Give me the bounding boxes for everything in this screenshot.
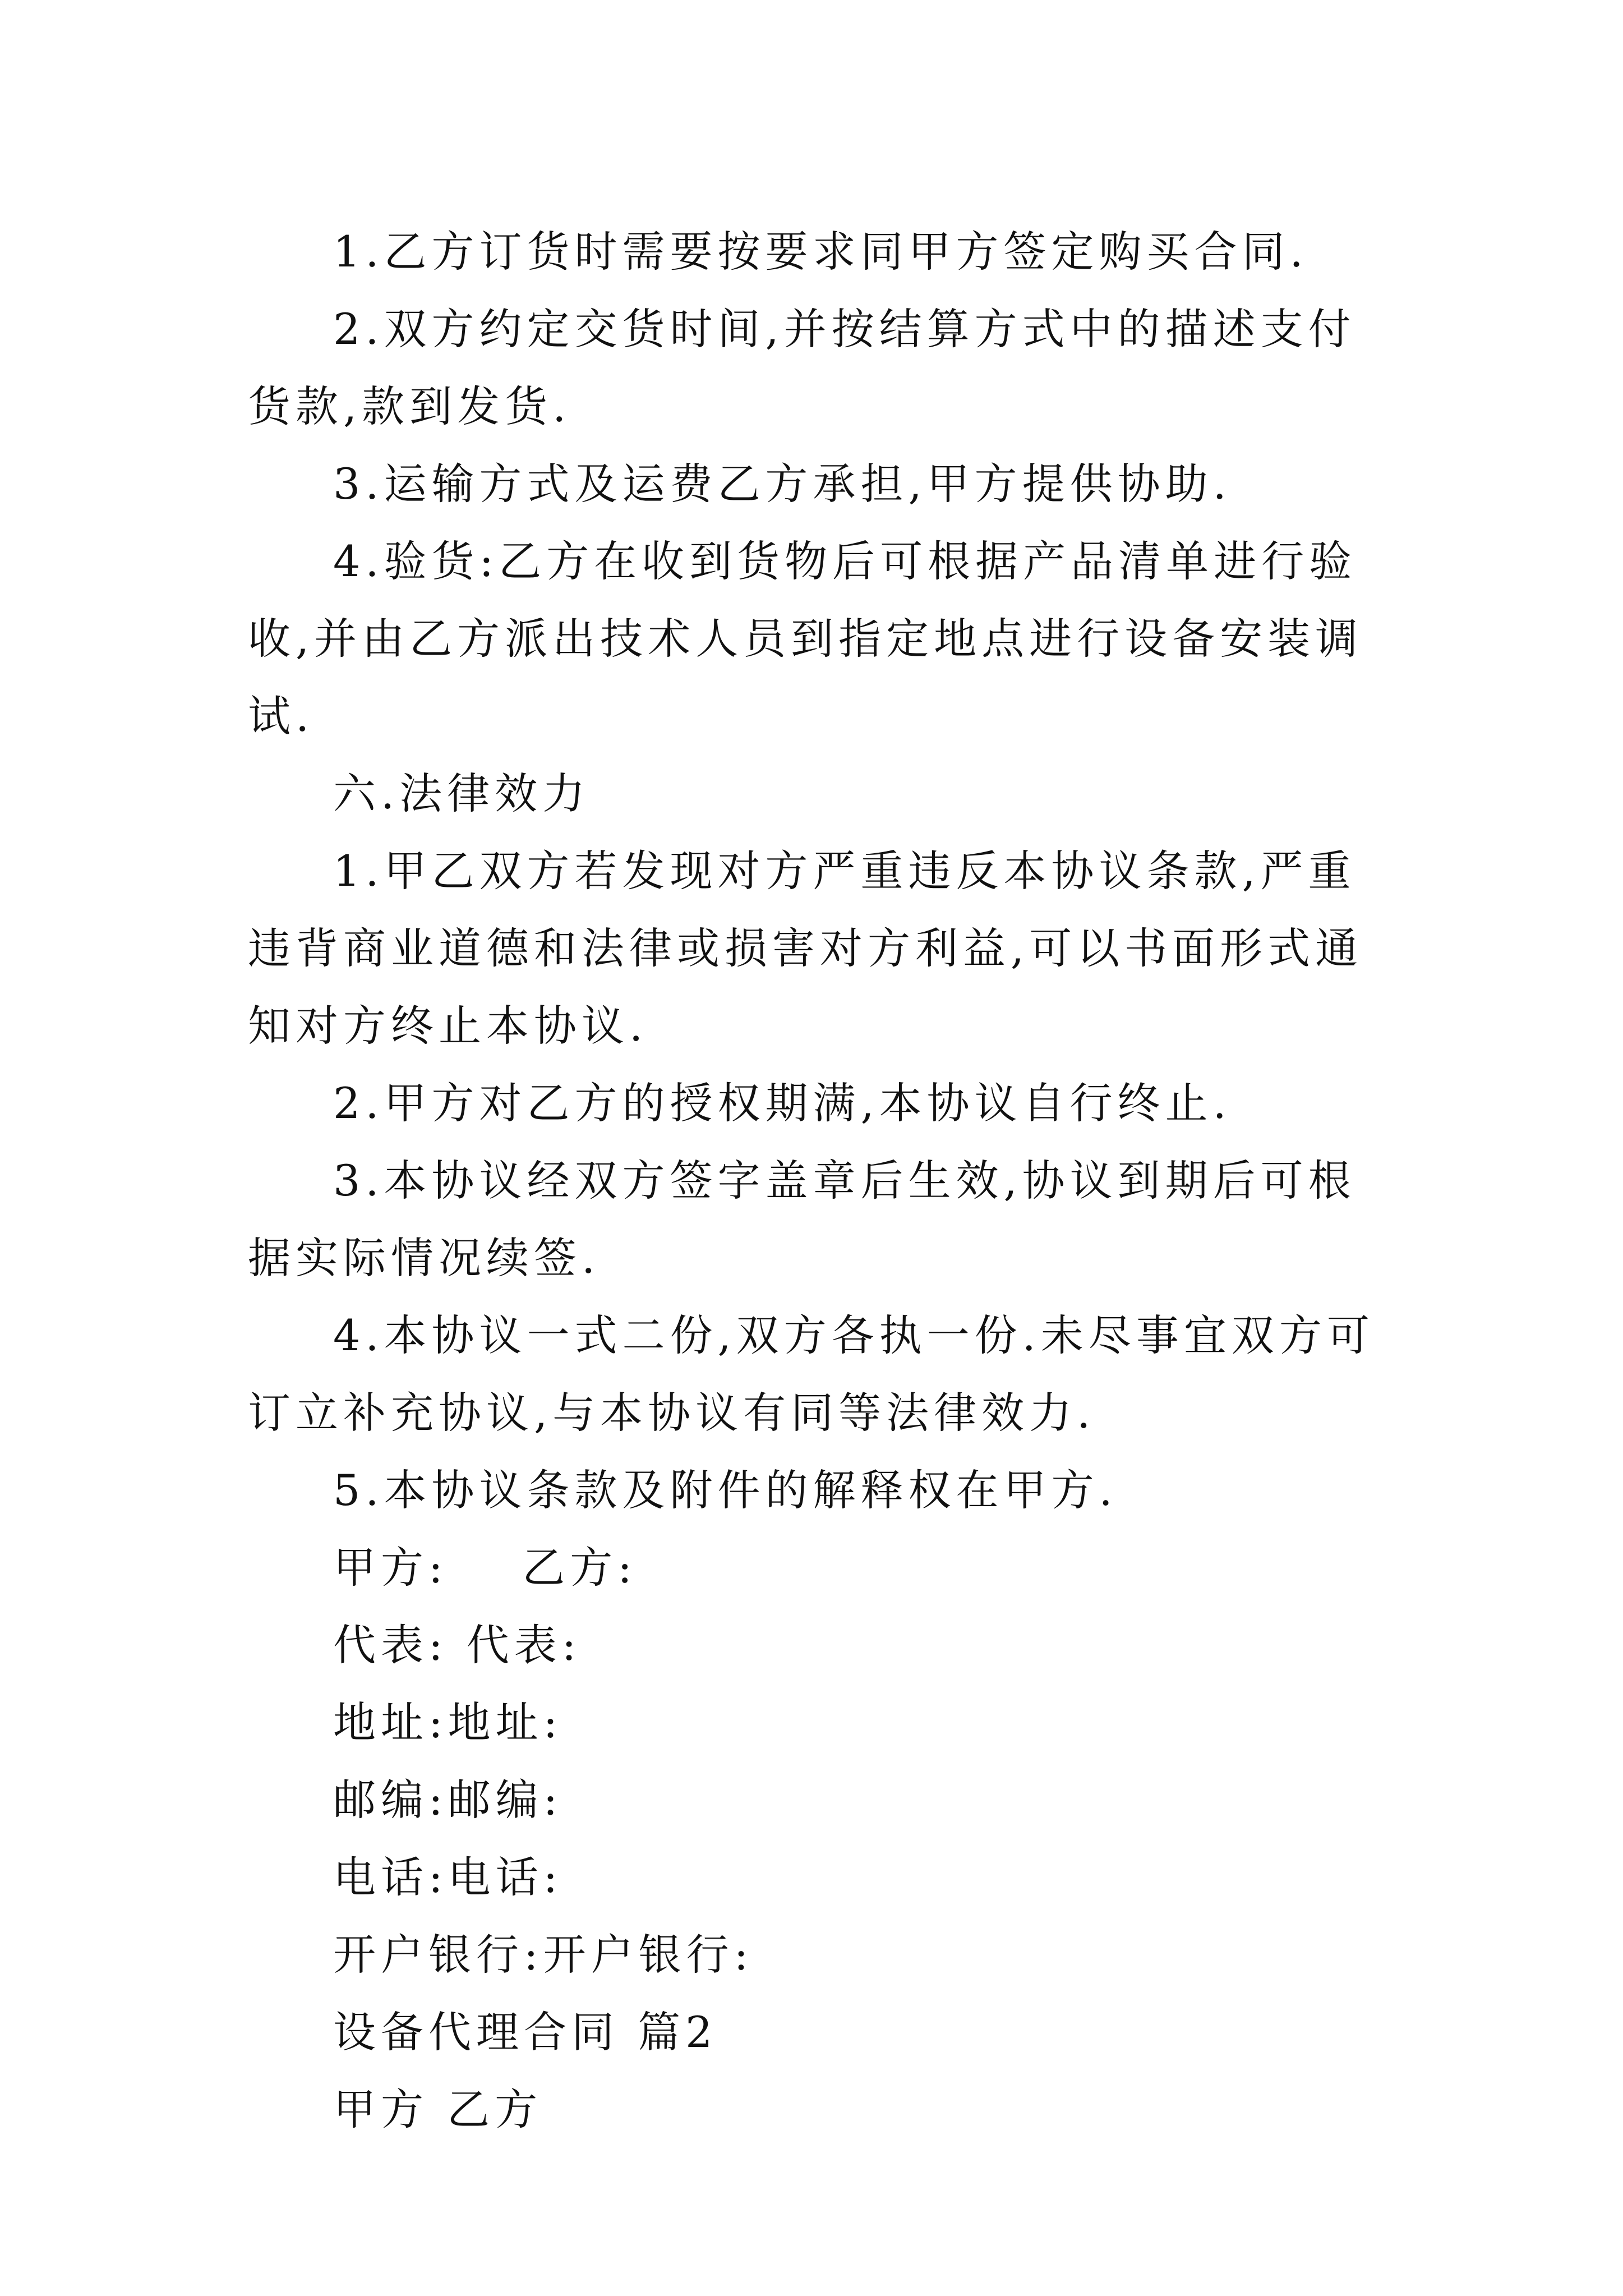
signature-bank-line: 开户银行:开户银行: [333,1930,754,1980]
signature-representative-line: 代表: 代表: [333,1620,582,1670]
section-heading-legal-effect: 六.法律效力 [333,769,591,818]
signature-party-line: 甲方: 乙方: [333,1543,637,1593]
paragraph-order-contract: 1.乙方订货时需要按要求同甲方签定购买合同. [333,227,1308,277]
signature-postcode-line: 邮编:邮编: [333,1775,563,1825]
paragraph-transport: 3.运输方式及运费乙方承担,甲方提供协助. [333,459,1232,509]
paragraph-copies: 4.本协议一式二份,双方各执一份.未尽事宜双方可订立补充协议,与本协议有同等法律效力. [248,1310,1375,1438]
paragraph-effectiveness: 3.本协议经双方签字盖章后生效,协议到期后可根据实际情况续签. [248,1156,1356,1283]
next-section-title: 设备代理合同 篇2 [333,2007,718,2057]
paragraph-inspection: 4.验货:乙方在收到货物后可根据产品清单进行验收,并由乙方派出技术人员到指定地点进行设备安装调试. [248,536,1363,741]
paragraph-delivery-payment: 2.双方约定交货时间,并按结算方式中的描述支付货款,款到发货. [248,304,1356,431]
signature-phone-line: 电话:电话: [333,1852,563,1902]
document-body [248,213,1386,2148]
paragraph-interpretation: 5.本协议条款及附件的解释权在甲方. [333,1465,1118,1515]
next-section-parties: 甲方 乙方 [333,2085,543,2134]
paragraph-termination-expiry: 2.甲方对乙方的授权期满,本协议自行终止. [333,1078,1232,1128]
signature-address-line: 地址:地址: [333,1697,563,1747]
paragraph-termination-breach: 1.甲乙双方若发现对方严重违反本协议条款,严重违背商业道德和法律或损害对方利益,可以书面形式通知对方终止本协议. [248,846,1363,1051]
